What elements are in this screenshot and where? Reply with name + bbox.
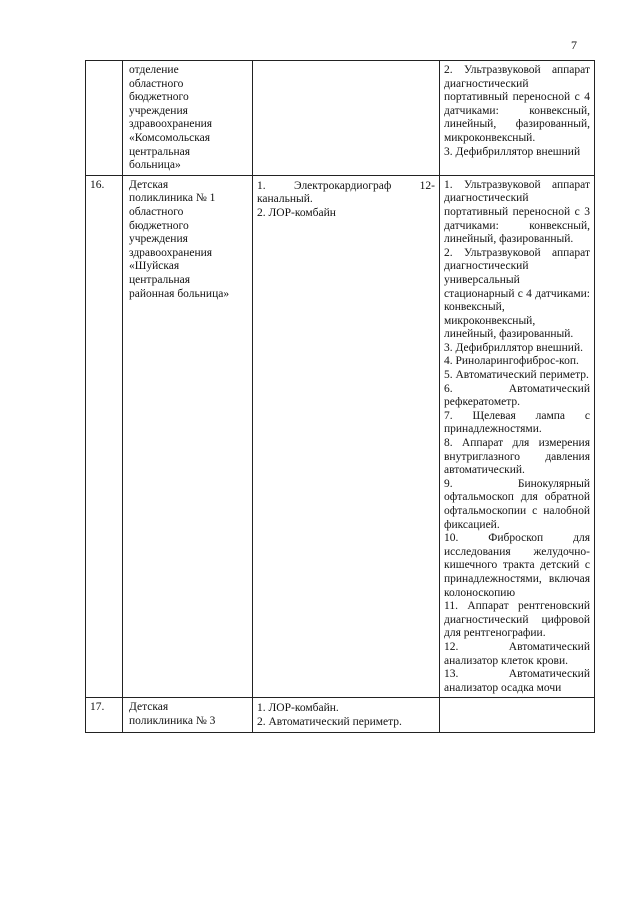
institution-name-line: поликлиника № 1 bbox=[129, 192, 216, 205]
equipment-list-a bbox=[253, 61, 440, 176]
institution-name-line: областного bbox=[129, 77, 184, 90]
row-number bbox=[86, 61, 123, 176]
institution-name-line: поликлиника № 3 bbox=[129, 714, 216, 727]
equipment-item: 13. Автоматический анализатор осадка мочи bbox=[444, 668, 590, 694]
table-row bbox=[86, 698, 595, 732]
institution-name-line: здравоохранения bbox=[129, 118, 213, 131]
equipment-item: 3. Дефибриллятор внешний bbox=[444, 145, 581, 158]
institution-name-line: бюджетного bbox=[129, 219, 189, 232]
equipment-item: 2. Ультразвуковой аппарат диагностический портативный переносной с 4 датчиками: конвексный, линейный, фазированный, микроконвексный. bbox=[444, 64, 590, 144]
institution-name-line: Детская bbox=[129, 178, 169, 191]
institution-name-line: «Комсомольская bbox=[129, 131, 211, 144]
institution-name-line: Детская bbox=[129, 701, 169, 714]
equipment-item: 6. Автоматический рефкератометр. bbox=[444, 382, 590, 409]
equipment-table bbox=[85, 60, 595, 733]
equipment-item: 11. Аппарат рентгеновский диагностический цифровой для рентгенографии. bbox=[444, 600, 590, 640]
institution-name-line: учреждения bbox=[129, 233, 188, 246]
equipment-item: 1. Электрокардиограф 12-канальный. bbox=[257, 179, 435, 206]
institution-name-line: областного bbox=[129, 205, 184, 218]
institution-name-line: центральная bbox=[129, 145, 191, 158]
institution-name-line: районная больница» bbox=[129, 287, 230, 300]
table-row bbox=[86, 175, 595, 698]
equipment-list-a bbox=[253, 175, 440, 698]
equipment-item: 2. Ультразвуковой аппарат диагностический универсальный стационарный с 4 датчиками: конвексный, микроконвексный, линейный, фазированный. bbox=[444, 246, 590, 341]
equipment-list-a bbox=[253, 698, 440, 732]
equipment-list-b bbox=[440, 698, 595, 732]
equipment-item: 8. Аппарат для измерения внутриглазного давления автоматический. bbox=[444, 437, 590, 477]
institution-name-line: отделение bbox=[129, 64, 179, 76]
equipment-item: 4. Риноларингофиброс-коп. bbox=[444, 355, 579, 368]
institution-name bbox=[123, 175, 253, 698]
institution-name-line: бюджетного bbox=[129, 91, 189, 104]
equipment-item: 1. Ультразвуковой аппарат диагностический портативный переносной с 3 датчиками: конвексный, линейный, фазированный. bbox=[444, 178, 590, 246]
equipment-item: 5. Автоматический периметр. bbox=[444, 369, 589, 382]
equipment-item: 10. Фиброскоп для исследования желудочно-кишечного тракта детский с принадлежностями, включая колоноскопию bbox=[444, 532, 590, 599]
page-number: 7 bbox=[571, 38, 577, 52]
row-number: 17. bbox=[86, 698, 123, 732]
institution-name bbox=[123, 698, 253, 732]
institution-name-line: центральная bbox=[129, 273, 191, 286]
equipment-item: 7. Щелевая лампа с принадлежностями. bbox=[444, 409, 590, 436]
equipment-list-b bbox=[440, 61, 595, 176]
institution-name-line: «Шуйская bbox=[129, 260, 180, 273]
institution-name-line: здравоохранения bbox=[129, 246, 213, 259]
institution-name-line: больница» bbox=[129, 159, 181, 172]
equipment-item: 12. Автоматический анализатор клеток крови. bbox=[444, 640, 590, 667]
equipment-item: 1. ЛОР-комбайн. bbox=[257, 702, 339, 715]
equipment-list-b bbox=[440, 175, 595, 698]
institution-name bbox=[123, 61, 253, 176]
row-number: 16. bbox=[86, 175, 123, 698]
equipment-item: 2. ЛОР-комбайн bbox=[257, 206, 336, 219]
institution-name-line: учреждения bbox=[129, 104, 188, 117]
table-row bbox=[86, 61, 595, 176]
equipment-item: 9. Бинокулярный офтальмоскоп для обратной офтальмоскопии с налобной фиксацией. bbox=[444, 477, 590, 531]
equipment-item: 3. Дефибриллятор внешний. bbox=[444, 341, 583, 354]
equipment-item: 2. Автоматический периметр. bbox=[257, 715, 402, 728]
